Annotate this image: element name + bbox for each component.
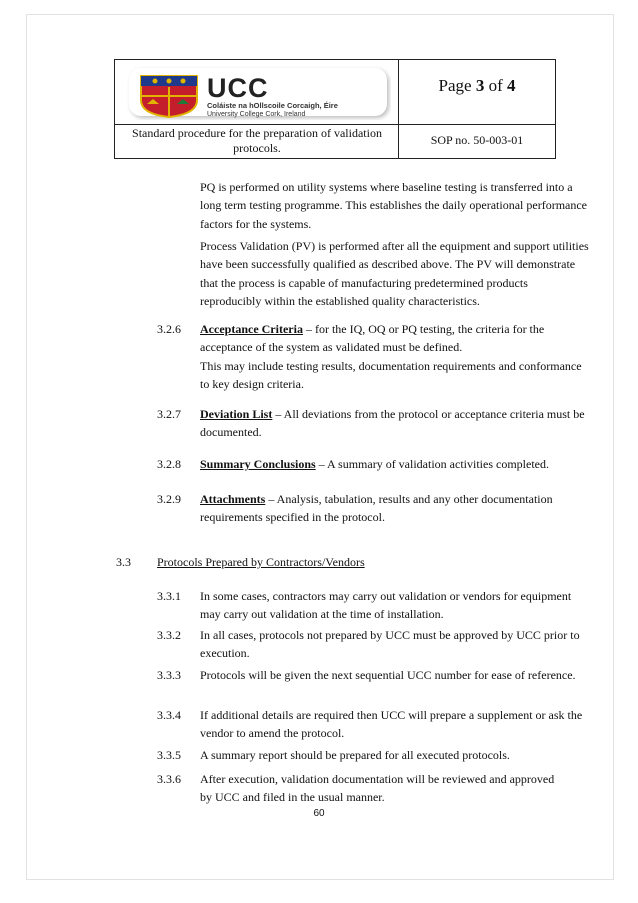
item-333-text: Protocols will be given the next sequential UCC number for ease of reference. [200,668,576,682]
item-336-text: After execution, validation documentation will be reviewed and approved by UCC and filed in the usual manner. [200,772,555,805]
logo-name: UCC [207,73,269,103]
item-329-title: Attachments [200,492,266,506]
item-328-text: – A summary of validation activities completed. [315,457,549,471]
item-329-text: – Analysis, tabulation, results and any other documentation requirements specified in the protocol. [200,492,553,525]
header-divider-horizontal [115,124,555,125]
item-331-text: In some cases, contractors may carry out validation or vendors for equipment may carry out validation at the time of installation. [200,589,572,622]
item-number-334: 3.3.4 [157,708,181,722]
item-number-327: 3.2.7 [157,407,181,421]
page-indicator [399,76,555,96]
section-number-33: 3.3 [116,555,131,569]
item-328 [200,455,600,473]
item-number-333: 3.3.3 [157,668,181,682]
item-327-text: – All deviations from the protocol or acceptance criteria must be documented. [200,407,585,440]
page-of: of [488,76,503,95]
page-current: 3 [475,76,485,95]
logo-subtitle-english: University College Cork, Ireland [207,111,306,118]
crest-icon [141,76,197,117]
item-334-text: If additional details are required then UCC will prepare a supplement or ask the vendor to amend the protocol. [200,708,583,741]
ucc-logo [125,66,391,120]
item-326 [200,320,592,393]
item-number-336: 3.3.6 [157,772,181,786]
item-326-text-2: This may include testing results, documentation requirements and conformance to key design criteria. [200,358,582,391]
section-title-33: Protocols Prepared by Contractors/Vendors [157,555,365,569]
procedure-title: Standard procedure for the preparation of validation protocols. [132,126,382,155]
item-327-title: Deviation List [200,407,273,421]
item-number-331: 3.3.1 [157,589,181,603]
item-number-332: 3.3.2 [157,628,181,642]
item-number-335: 3.3.5 [157,748,181,762]
page-label: Page [438,76,472,95]
paragraph-pv: Process Validation (PV) is performed after all the equipment and support utilities have been successfully qualified as described above. The PV will demonstrate that the process is capable of manufacturing predetermined products reproducibly within the established quality characteristics. [200,239,589,308]
footer-page-number: 60 [313,808,325,819]
paragraph-pq: PQ is performed on utility systems where baseline testing is transferred into a long term testing programme. This establishes the daily operational performance factors for the systems. [200,180,587,231]
item-number-328: 3.2.8 [157,457,181,471]
item-326-title: Acceptance Criteria [200,322,303,336]
document-header-table [114,59,556,159]
sop-number: SOP no. 50-003-01 [430,133,524,147]
item-332-text: In all cases, protocols not prepared by UCC must be approved by UCC prior to execution. [200,628,580,661]
logo-subtitle-irish: Coláiste na hOllscoile Corcaigh, Éire [207,101,338,110]
item-327 [200,405,592,442]
item-number-326: 3.2.6 [157,322,181,336]
item-number-329: 3.2.9 [157,492,181,506]
item-329 [200,490,560,527]
page-total: 4 [506,76,516,95]
item-335-text: A summary report should be prepared for all executed protocols. [200,748,510,762]
item-326-text: – for the IQ, OQ or PQ testing, the criteria for the acceptance of the system as validated must be defined. [200,322,545,355]
item-328-title: Summary Conclusions [200,457,316,471]
